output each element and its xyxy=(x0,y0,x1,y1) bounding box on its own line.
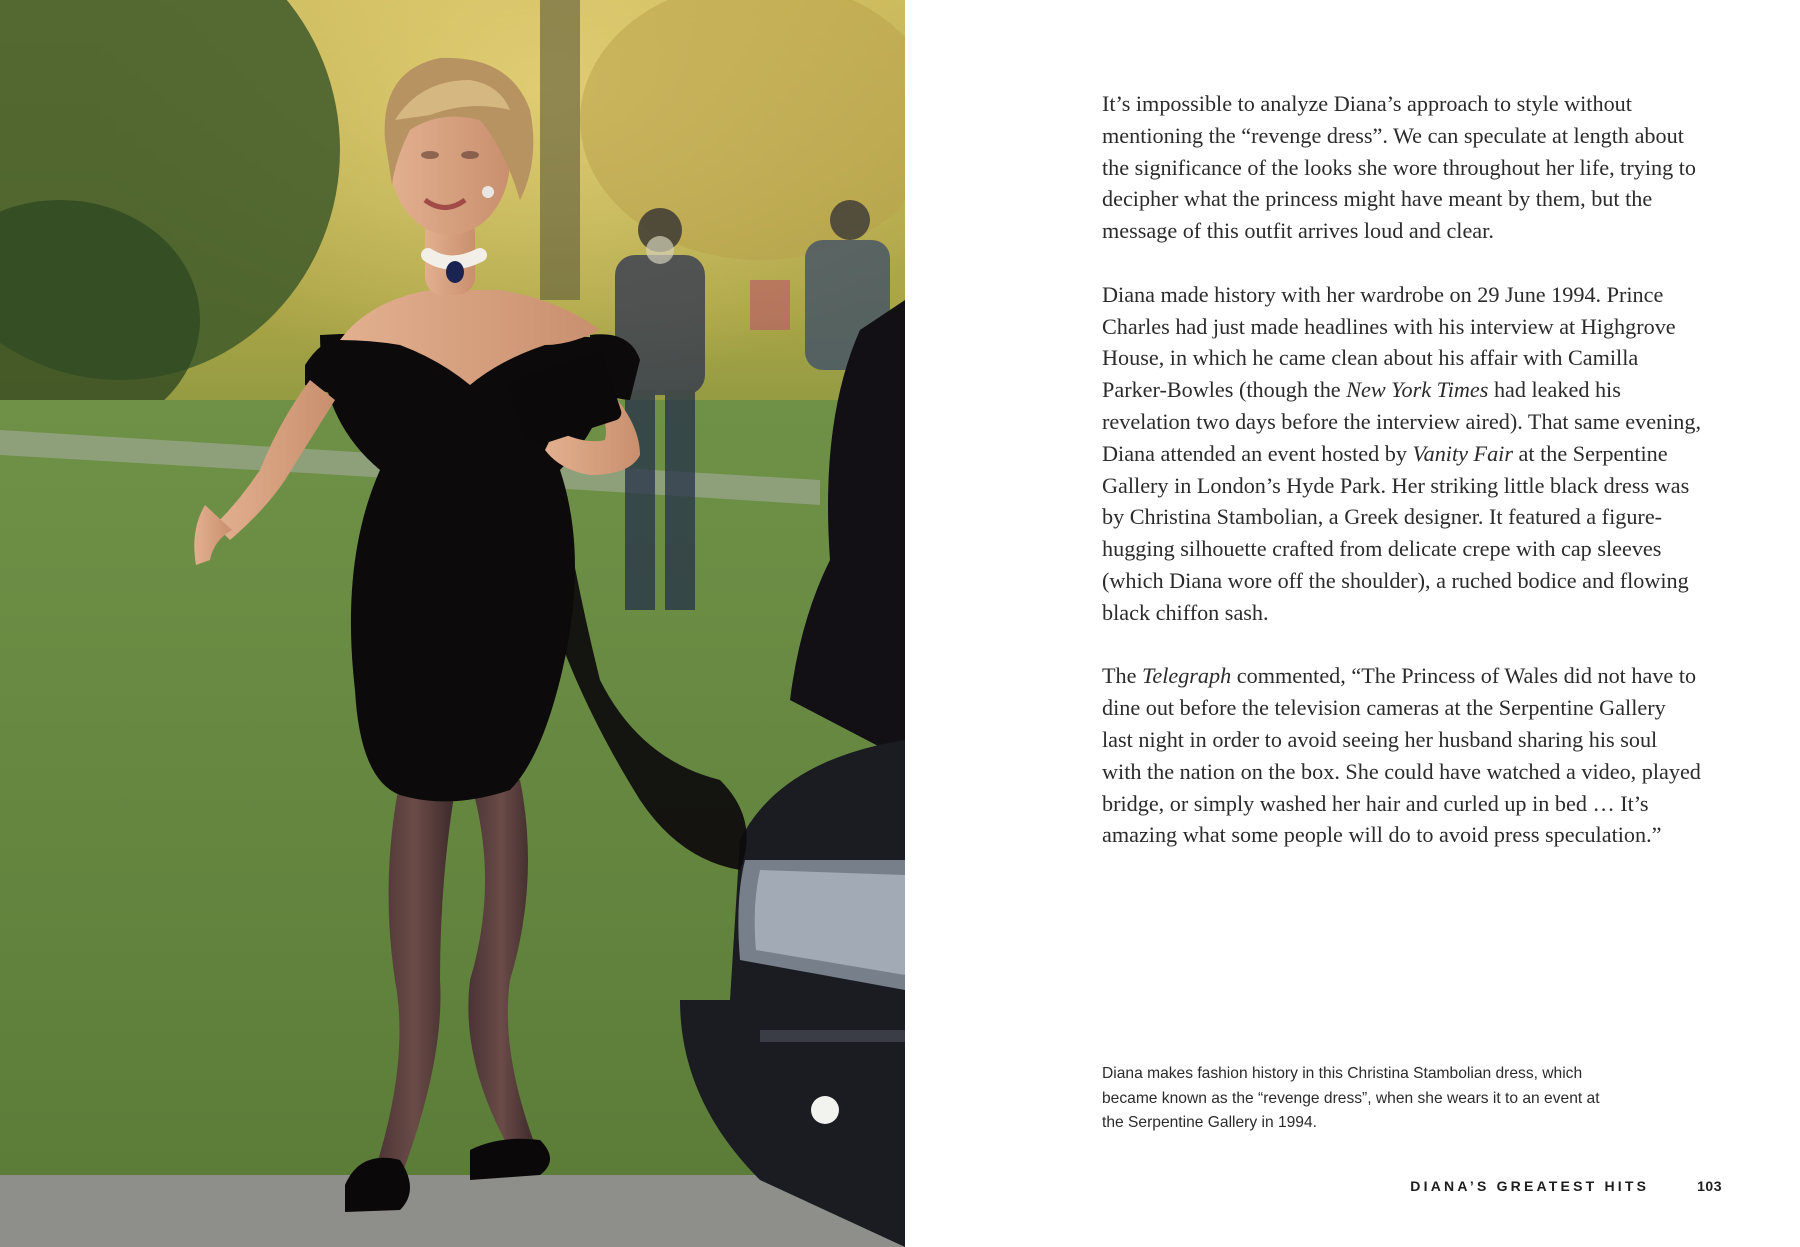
paragraph-2-italic-nyt: New York Times xyxy=(1346,377,1489,403)
paragraph-2-italic-vanity-fair: Vanity Fair xyxy=(1412,440,1513,466)
paragraph-3-text-b: commented, “The Princess of Wales did not have to dine out before the television cameras at the Serpentine Gallery last night in order to avoid seeing her husband sharing his soul with the nation on the box. She could have watched a video, played bridge, or simply washed her hair and curled up in bed … It’s amazing what some people will do to avoid press speculation.” xyxy=(1102,663,1701,848)
photo-caption: Diana makes fashion history in this Christina Stambolian dress, which became known as the “revenge dress”, when she wears it to an event at the Serpentine Gallery in 1994. xyxy=(1102,1065,1600,1131)
paragraph-2 xyxy=(1102,279,1702,629)
paragraph-3-text-a: The xyxy=(1102,663,1143,689)
paragraph-1 xyxy=(1102,88,1702,247)
page-footer xyxy=(1410,1178,1722,1194)
body-text xyxy=(1102,88,1702,883)
paragraph-2-text-a: Diana made history with her wardrobe on 29 June 1994. Prince Charles had just made headlines with his interview at Highgrove House, in which he came clean about his affair with Camilla Parker-Bowles (though the xyxy=(1102,281,1676,403)
paragraph-2-text-b: had leaked his revelation two days before the interview aired). That same evening, Diana attended an event hosted by xyxy=(1102,377,1702,466)
running-head: DIANA’S GREATEST HITS xyxy=(1410,1178,1650,1194)
paragraph-2-text-c: at the Serpentine Gallery in London’s Hyde Park. Her striking little black dress was by Christina Stambolian, a Greek designer. It featured a figure-hugging silhouette crafted from delicate crepe with cap sleeves (which Diana wore off the shoulder), a ruched bodice and flowing black chiffon sash. xyxy=(1102,440,1690,625)
page-number: 103 xyxy=(1697,1178,1722,1194)
paragraph-3 xyxy=(1102,660,1702,851)
paragraph-1-text: It’s impossible to analyze Diana’s approach to style without mentioning the “revenge dress”. We can speculate at length about the significance of the looks she wore throughout her life, trying to decipher what the princess might have meant by them, but the message of this outfit arrives loud and clear. xyxy=(1102,91,1696,244)
paragraph-3-italic-telegraph: Telegraph xyxy=(1142,663,1232,689)
text-page xyxy=(905,0,1800,1247)
